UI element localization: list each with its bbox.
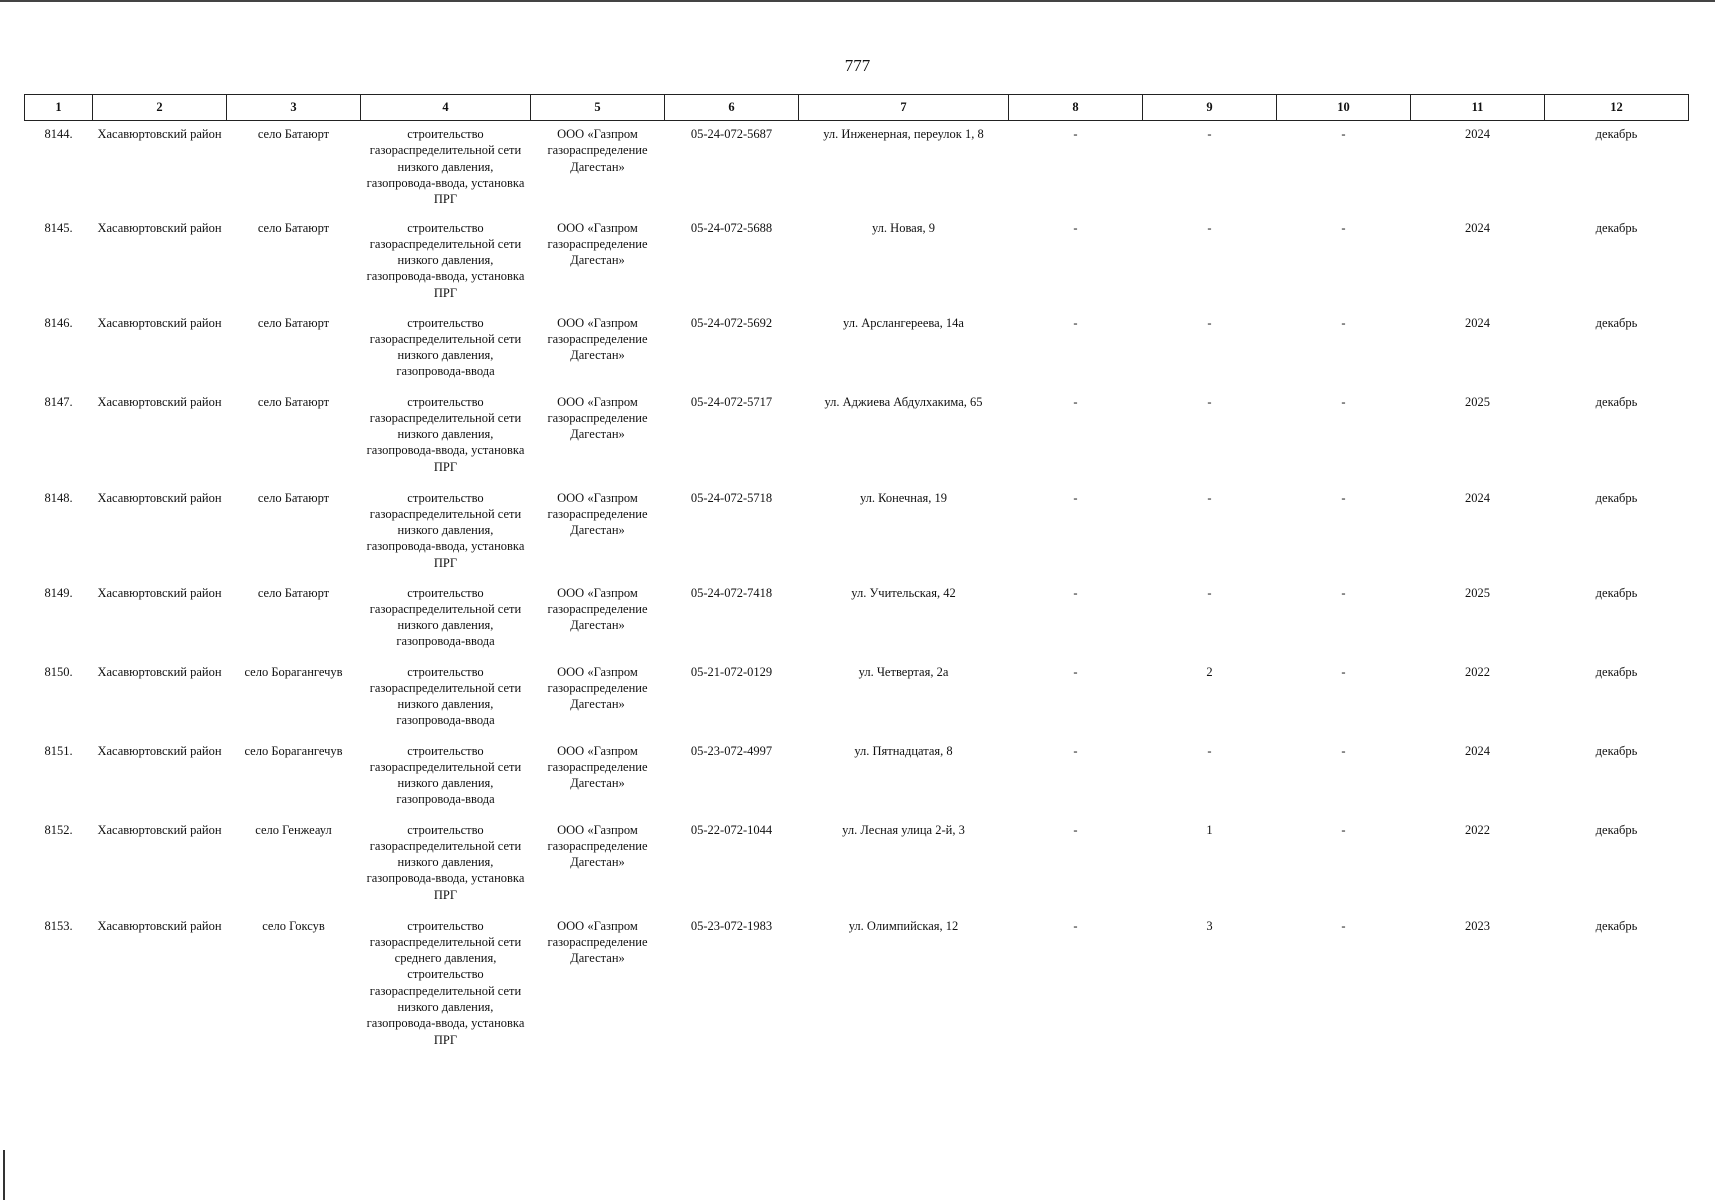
table-row bbox=[25, 215, 1689, 310]
village-cell: село Борагангечув bbox=[244, 743, 343, 758]
organization-cell: ООО «Газпром газораспределение Дагестан» bbox=[547, 664, 648, 712]
column-header: 6 bbox=[665, 95, 799, 121]
column-header: 5 bbox=[531, 95, 665, 121]
column-header: 10 bbox=[1277, 95, 1411, 121]
page-number: 777 bbox=[844, 56, 871, 75]
village-cell: село Батаюрт bbox=[257, 127, 330, 141]
village-cell: село Батаюрт bbox=[257, 315, 330, 330]
scan-edge-mark bbox=[3, 1150, 5, 1200]
address-cell: ул. Аджиева Абдулхакима, 65 bbox=[824, 394, 983, 409]
row-number: 8150. bbox=[44, 664, 73, 679]
row-number: 8149. bbox=[44, 585, 73, 600]
year-cell: 2024 bbox=[1465, 743, 1490, 758]
code-cell: 05-22-072-1044 bbox=[690, 822, 773, 837]
district-cell: Хасавюртовский район bbox=[97, 394, 222, 409]
year-cell: 2025 bbox=[1465, 394, 1490, 409]
district-cell: Хасавюртовский район bbox=[97, 822, 222, 837]
work-description-cell: строительство газораспределительной сети низкого давления, газопровода-ввода, установка ПРГ bbox=[366, 220, 525, 300]
district-cell: Хасавюртовский район bbox=[97, 585, 222, 600]
row-number: 8148. bbox=[44, 490, 73, 505]
district-cell: Хасавюртовский район bbox=[97, 315, 222, 330]
column-header: 8 bbox=[1009, 95, 1143, 121]
month-cell: декабрь bbox=[1595, 127, 1638, 141]
register-table bbox=[24, 94, 1689, 1048]
month-cell: декабрь bbox=[1595, 315, 1638, 330]
column-header: 1 bbox=[25, 95, 93, 121]
column-header: 12 bbox=[1545, 95, 1689, 121]
address-cell: ул. Лесная улица 2-й, 3 bbox=[842, 822, 965, 837]
work-description-cell: строительство газораспределительной сети низкого давления, газопровода-ввода, установка ПРГ bbox=[366, 127, 525, 207]
code-cell: 05-23-072-4997 bbox=[690, 743, 773, 758]
row-number: 8147. bbox=[44, 394, 73, 409]
organization-cell: ООО «Газпром газораспределение Дагестан» bbox=[547, 585, 648, 633]
year-cell: 2022 bbox=[1465, 822, 1490, 837]
scan-edge-line bbox=[0, 0, 1715, 2]
column-10-cell: - bbox=[1341, 743, 1346, 758]
column-10-cell: - bbox=[1341, 918, 1346, 933]
address-cell: ул. Учительская, 42 bbox=[851, 585, 956, 600]
table-row bbox=[25, 121, 1689, 215]
column-8-cell: - bbox=[1073, 220, 1078, 235]
year-cell: 2023 bbox=[1465, 918, 1490, 933]
year-cell: 2024 bbox=[1465, 127, 1490, 141]
year-cell: 2024 bbox=[1465, 220, 1490, 235]
organization-cell: ООО «Газпром газораспределение Дагестан» bbox=[547, 315, 648, 363]
address-cell: ул. Четвертая, 2а bbox=[858, 664, 949, 679]
organization-cell: ООО «Газпром газораспределение Дагестан» bbox=[547, 918, 648, 966]
column-9-cell: 1 bbox=[1206, 822, 1213, 837]
column-header: 3 bbox=[227, 95, 361, 121]
column-8-cell: - bbox=[1073, 918, 1078, 933]
work-description-cell: строительство газораспределительной сети низкого давления, газопровода-ввода, установка ПРГ bbox=[366, 394, 525, 474]
address-cell: ул. Инженерная, переулок 1, 8 bbox=[823, 127, 984, 141]
column-header: 7 bbox=[799, 95, 1009, 121]
column-8-cell: - bbox=[1073, 585, 1078, 600]
village-cell: село Батаюрт bbox=[257, 220, 330, 235]
row-number: 8153. bbox=[44, 918, 73, 933]
row-number: 8151. bbox=[44, 743, 73, 758]
table-row bbox=[25, 485, 1689, 580]
address-cell: ул. Новая, 9 bbox=[871, 220, 935, 235]
work-description-cell: строительство газораспределительной сети низкого давления, газопровода-ввода bbox=[369, 585, 522, 649]
header-row bbox=[25, 95, 1689, 121]
column-8-cell: - bbox=[1073, 127, 1078, 141]
month-cell: декабрь bbox=[1595, 490, 1638, 505]
organization-cell: ООО «Газпром газораспределение Дагестан» bbox=[547, 822, 648, 870]
district-cell: Хасавюртовский район bbox=[97, 664, 222, 679]
organization-cell: ООО «Газпром газораспределение Дагестан» bbox=[547, 490, 648, 538]
address-cell: ул. Конечная, 19 bbox=[859, 490, 948, 505]
organization-cell: ООО «Газпром газораспределение Дагестан» bbox=[547, 220, 648, 268]
row-number: 8145. bbox=[44, 220, 73, 235]
village-cell: село Батаюрт bbox=[257, 394, 330, 409]
month-cell: декабрь bbox=[1595, 220, 1638, 235]
address-cell: ул. Арслангереева, 14а bbox=[843, 315, 964, 330]
month-cell: декабрь bbox=[1595, 918, 1638, 933]
village-cell: село Батаюрт bbox=[257, 585, 330, 600]
work-description-cell: строительство газораспределительной сети низкого давления, газопровода-ввода, установка ПРГ bbox=[366, 822, 525, 902]
year-cell: 2022 bbox=[1465, 664, 1490, 679]
column-10-cell: - bbox=[1341, 822, 1346, 837]
district-cell: Хасавюртовский район bbox=[97, 220, 222, 235]
column-10-cell: - bbox=[1341, 315, 1346, 330]
row-number: 8144. bbox=[44, 127, 73, 141]
column-10-cell: - bbox=[1341, 394, 1346, 409]
organization-cell: ООО «Газпром газораспределение Дагестан» bbox=[547, 127, 648, 174]
column-9-cell: - bbox=[1207, 490, 1212, 505]
code-cell: 05-24-072-5687 bbox=[690, 127, 773, 141]
village-cell: село Борагангечув bbox=[244, 664, 343, 679]
organization-cell: ООО «Газпром газораспределение Дагестан» bbox=[547, 394, 648, 442]
column-header: 2 bbox=[93, 95, 227, 121]
column-8-cell: - bbox=[1073, 315, 1078, 330]
year-cell: 2024 bbox=[1465, 490, 1490, 505]
work-description-cell: строительство газораспределительной сети среднего давления, строительство газораспределительной сети низкого давления, газопровода-ввода, установка ПРГ bbox=[366, 918, 525, 1047]
month-cell: декабрь bbox=[1595, 585, 1638, 600]
year-cell: 2025 bbox=[1465, 585, 1490, 600]
column-10-cell: - bbox=[1341, 585, 1346, 600]
code-cell: 05-24-072-5718 bbox=[690, 490, 773, 505]
table-row bbox=[25, 659, 1689, 738]
column-10-cell: - bbox=[1341, 490, 1346, 505]
column-8-cell: - bbox=[1073, 394, 1078, 409]
code-cell: 05-24-072-5717 bbox=[690, 394, 773, 409]
column-8-cell: - bbox=[1073, 664, 1078, 679]
organization-cell: ООО «Газпром газораспределение Дагестан» bbox=[547, 743, 648, 791]
column-10-cell: - bbox=[1341, 664, 1346, 679]
code-cell: 05-24-072-5688 bbox=[690, 220, 773, 235]
row-number: 8152. bbox=[44, 822, 73, 837]
column-header: 4 bbox=[361, 95, 531, 121]
month-cell: декабрь bbox=[1595, 664, 1638, 679]
table-row bbox=[25, 310, 1689, 389]
district-cell: Хасавюртовский район bbox=[97, 127, 222, 141]
column-8-cell: - bbox=[1073, 490, 1078, 505]
code-cell: 05-24-072-5692 bbox=[690, 315, 773, 330]
code-cell: 05-23-072-1983 bbox=[690, 918, 773, 933]
column-header: 9 bbox=[1143, 95, 1277, 121]
village-cell: село Генжеаул bbox=[255, 822, 332, 837]
table-row bbox=[25, 913, 1689, 1048]
district-cell: Хасавюртовский район bbox=[97, 743, 222, 758]
work-description-cell: строительство газораспределительной сети низкого давления, газопровода-ввода bbox=[369, 664, 522, 728]
address-cell: ул. Олимпийская, 12 bbox=[848, 918, 959, 933]
work-description-cell: строительство газораспределительной сети низкого давления, газопровода-ввода, установка ПРГ bbox=[366, 490, 525, 570]
work-description-cell: строительство газораспределительной сети низкого давления, газопровода-ввода bbox=[369, 315, 522, 379]
table-row bbox=[25, 738, 1689, 817]
month-cell: декабрь bbox=[1595, 743, 1638, 758]
column-8-cell: - bbox=[1073, 822, 1078, 837]
column-9-cell: 2 bbox=[1206, 664, 1213, 679]
village-cell: село Батаюрт bbox=[257, 490, 330, 505]
column-10-cell: - bbox=[1341, 220, 1346, 235]
district-cell: Хасавюртовский район bbox=[97, 490, 222, 505]
column-9-cell: - bbox=[1207, 315, 1212, 330]
address-cell: ул. Пятнадцатая, 8 bbox=[854, 743, 953, 758]
column-9-cell: - bbox=[1207, 585, 1212, 600]
work-description-cell: строительство газораспределительной сети низкого давления, газопровода-ввода bbox=[369, 743, 522, 807]
column-9-cell: - bbox=[1207, 220, 1212, 235]
month-cell: декабрь bbox=[1595, 394, 1638, 409]
column-10-cell: - bbox=[1341, 127, 1346, 141]
table-row bbox=[25, 389, 1689, 485]
column-9-cell: - bbox=[1207, 394, 1212, 409]
code-cell: 05-21-072-0129 bbox=[690, 664, 773, 679]
month-cell: декабрь bbox=[1595, 822, 1638, 837]
column-header: 11 bbox=[1411, 95, 1545, 121]
column-9-cell: 3 bbox=[1206, 918, 1213, 933]
column-9-cell: - bbox=[1207, 127, 1212, 141]
row-number: 8146. bbox=[44, 315, 73, 330]
column-9-cell: - bbox=[1207, 743, 1212, 758]
table-row bbox=[25, 580, 1689, 659]
table-row bbox=[25, 817, 1689, 913]
year-cell: 2024 bbox=[1465, 315, 1490, 330]
column-8-cell: - bbox=[1073, 743, 1078, 758]
district-cell: Хасавюртовский район bbox=[97, 918, 222, 933]
code-cell: 05-24-072-7418 bbox=[690, 585, 773, 600]
village-cell: село Гоксув bbox=[262, 918, 325, 933]
